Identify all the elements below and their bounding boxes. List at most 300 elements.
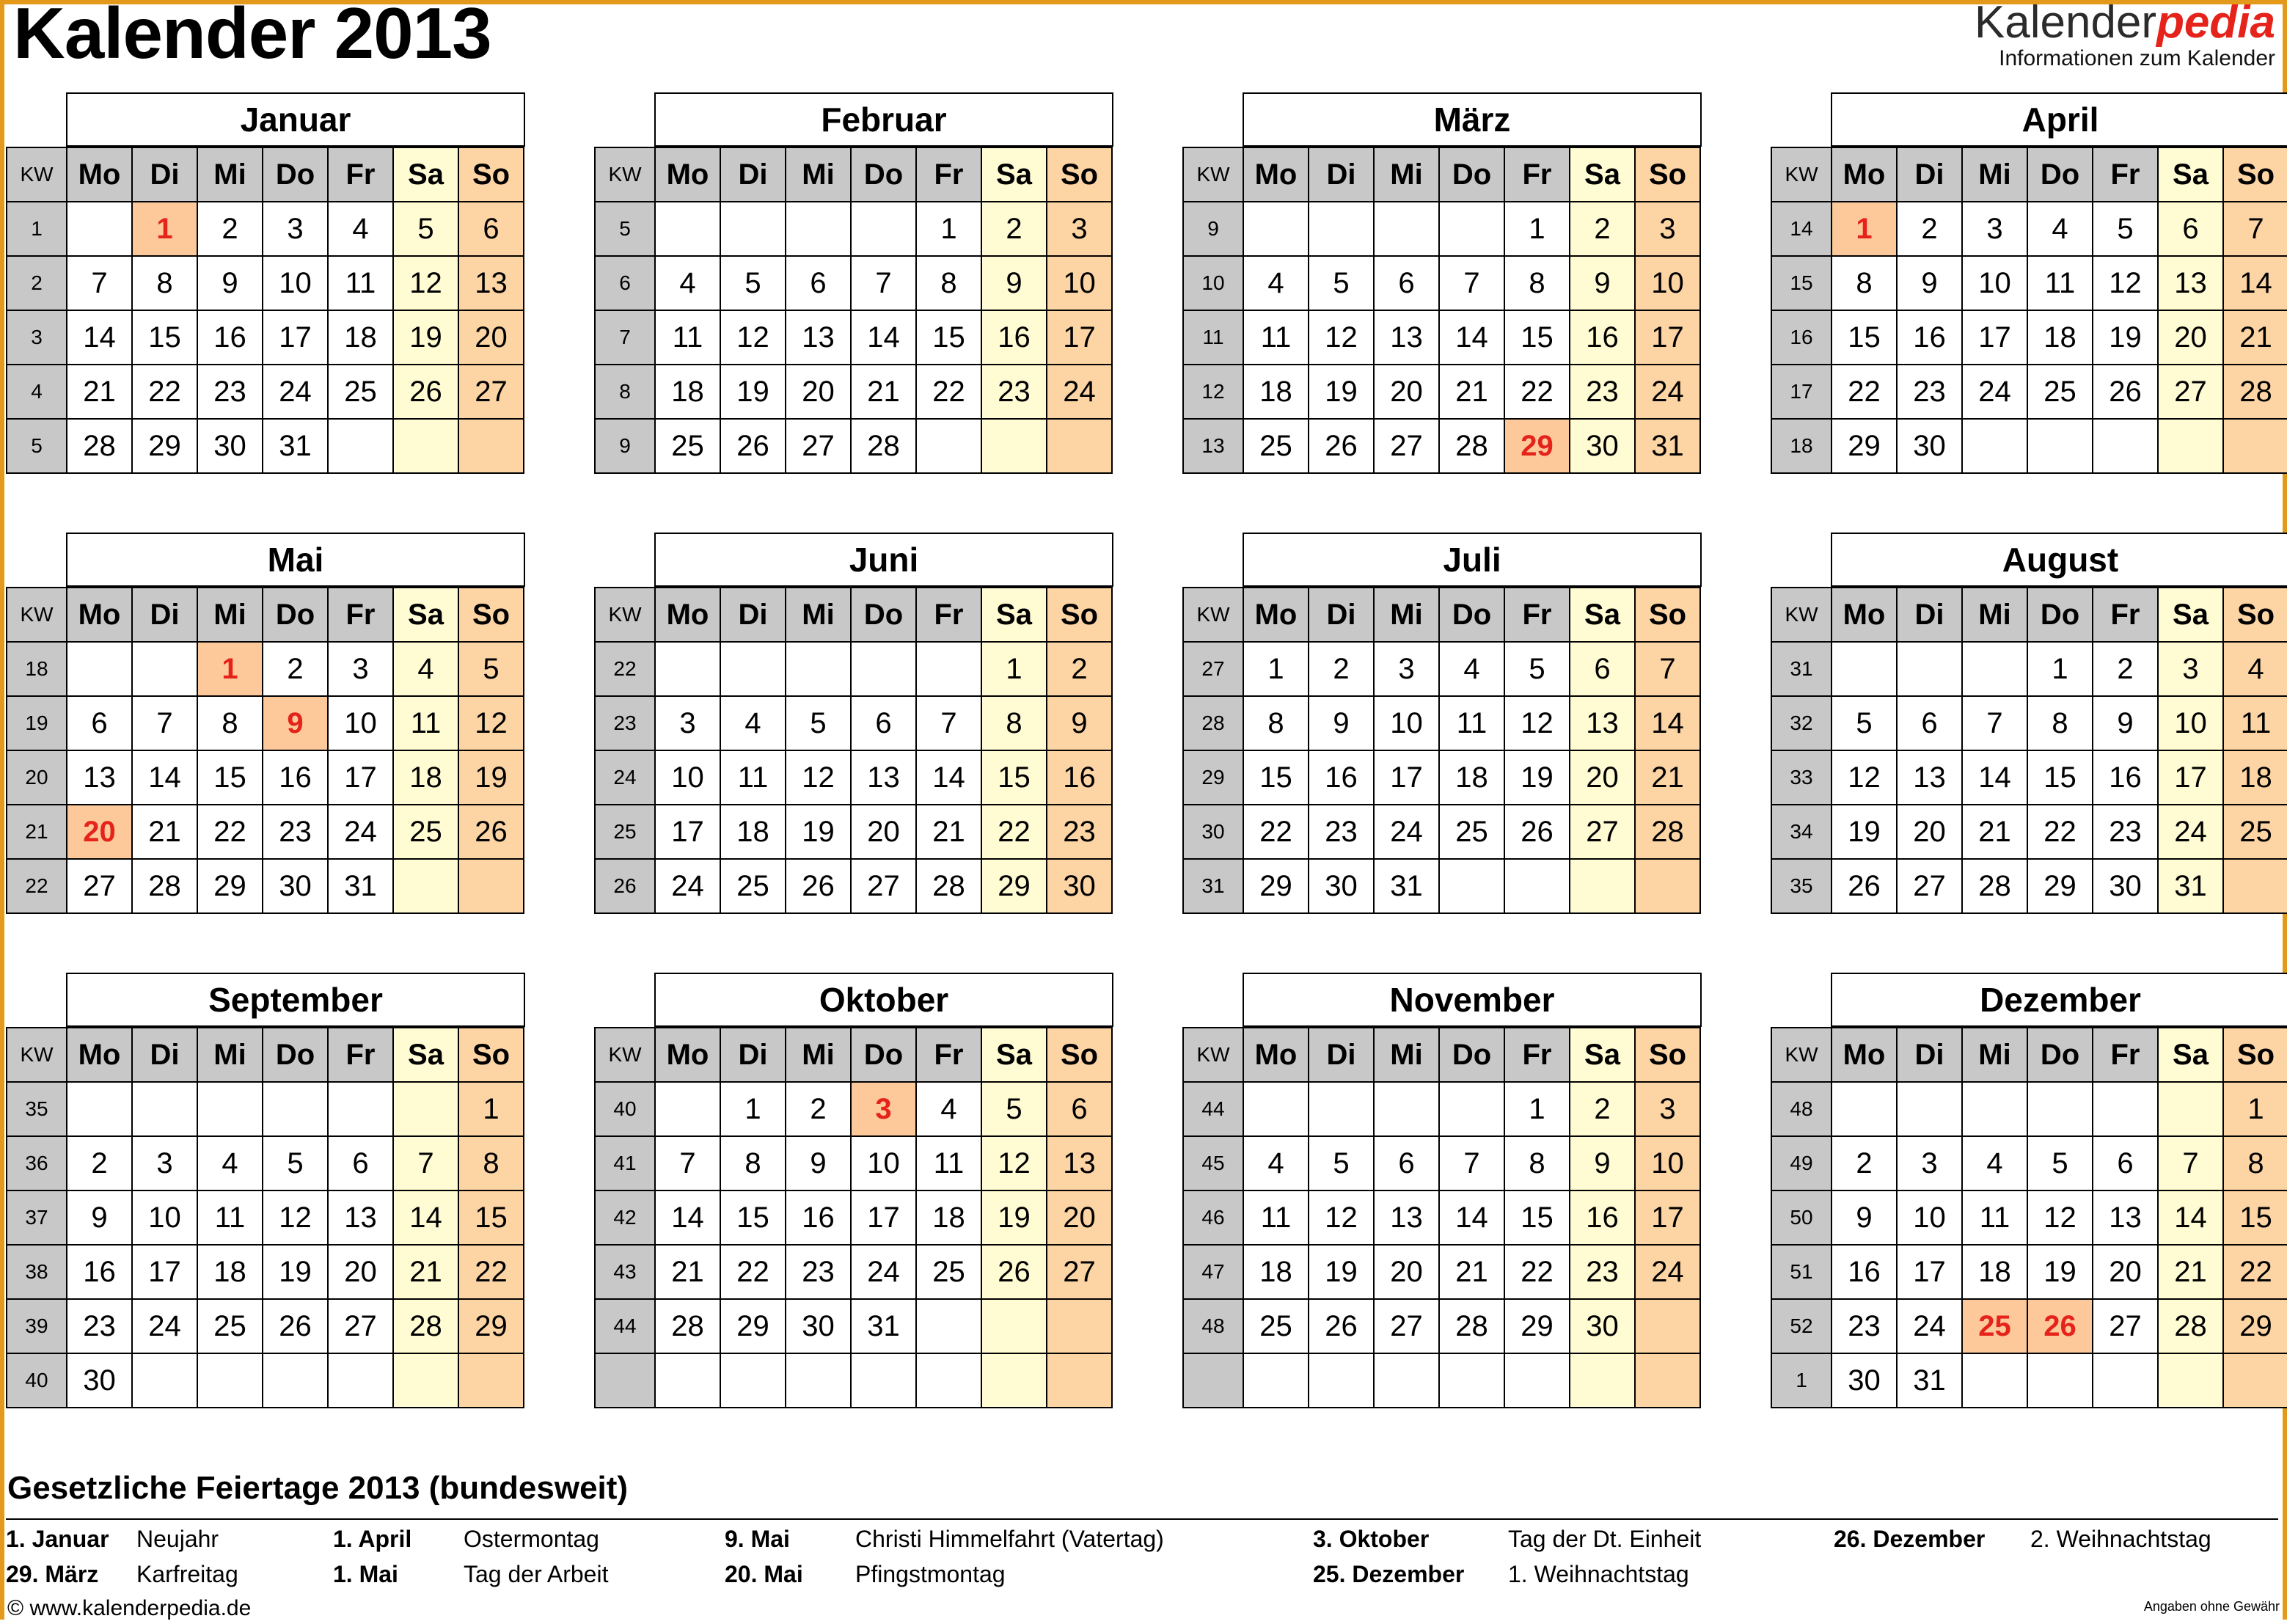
day-cell: 12 <box>1309 310 1374 365</box>
week-number: 49 <box>1771 1136 1832 1190</box>
weekday-header-row <box>1771 1028 2287 1082</box>
day-cell: 4 <box>197 1136 263 1190</box>
day-cell: 5 <box>1309 256 1374 310</box>
week-row <box>595 1299 1112 1353</box>
empty-cell <box>2158 419 2223 473</box>
day-cell: 30 <box>1570 419 1635 473</box>
day-cell: 13 <box>851 750 916 805</box>
day-cell: 10 <box>132 1190 197 1245</box>
day-cell: 8 <box>981 696 1047 750</box>
day-cell: 16 <box>263 750 328 805</box>
holiday-date: 25. Dezember <box>1313 1561 1465 1587</box>
holiday-date: 1. Mai <box>333 1561 398 1587</box>
empty-cell <box>1570 859 1635 913</box>
day-cell: 21 <box>2223 310 2287 365</box>
holiday-date: 9. Mai <box>725 1526 790 1552</box>
empty-cell <box>1439 1082 1504 1136</box>
empty-cell <box>851 202 916 256</box>
month-name: März <box>1243 92 1702 147</box>
day-cell: 5 <box>2027 1136 2093 1190</box>
weekday-header: Do <box>1439 1028 1504 1082</box>
weekday-header: So <box>2223 147 2287 202</box>
empty-cell <box>2223 1353 2287 1408</box>
day-cell: 23 <box>786 1245 851 1299</box>
month-name: Mai <box>66 533 525 587</box>
day-cell: 3 <box>1962 202 2027 256</box>
day-cell: 14 <box>1962 750 2027 805</box>
day-cell: 14 <box>1635 696 1700 750</box>
empty-cell <box>1635 1299 1700 1353</box>
week-row <box>1183 1082 1700 1136</box>
day-cell: 23 <box>1047 805 1112 859</box>
day-cell: 25 <box>1962 1299 2027 1353</box>
month-name: Juli <box>1243 533 1702 587</box>
weekday-header: Mo <box>1832 147 1897 202</box>
week-number: 10 <box>1183 256 1243 310</box>
day-cell: 10 <box>263 256 328 310</box>
day-cell: 9 <box>197 256 263 310</box>
empty-cell <box>1439 202 1504 256</box>
empty-cell <box>328 1082 393 1136</box>
day-cell: 15 <box>1504 1190 1570 1245</box>
day-cell: 1 <box>1243 642 1309 696</box>
weekday-header: Mo <box>1832 1028 1897 1082</box>
month-name: November <box>1243 973 1702 1027</box>
empty-cell <box>1504 859 1570 913</box>
day-cell: 10 <box>1897 1190 1962 1245</box>
day-cell: 23 <box>1309 805 1374 859</box>
day-cell: 15 <box>720 1190 786 1245</box>
weekday-header: Do <box>2027 1028 2093 1082</box>
week-number: 6 <box>595 256 655 310</box>
weekday-header: Sa <box>393 1028 458 1082</box>
week-number: 1 <box>1771 1353 1832 1408</box>
day-cell: 30 <box>197 419 263 473</box>
day-cell: 31 <box>1635 419 1700 473</box>
day-cell: 26 <box>1504 805 1570 859</box>
month-11 <box>1182 973 1705 1361</box>
week-number: 31 <box>1771 642 1832 696</box>
day-cell: 8 <box>1504 1136 1570 1190</box>
week-number: 51 <box>1771 1245 1832 1299</box>
weekday-header: Sa <box>981 147 1047 202</box>
week-row <box>595 1136 1112 1190</box>
day-cell: 5 <box>1504 642 1570 696</box>
empty-cell <box>916 642 981 696</box>
day-cell: 27 <box>458 365 524 419</box>
week-number: 31 <box>1183 859 1243 913</box>
day-cell: 7 <box>916 696 981 750</box>
day-cell: 17 <box>1962 310 2027 365</box>
day-cell: 23 <box>197 365 263 419</box>
weekday-header: So <box>1047 1028 1112 1082</box>
day-cell: 19 <box>981 1190 1047 1245</box>
day-cell: 28 <box>916 859 981 913</box>
day-cell: 31 <box>851 1299 916 1353</box>
day-cell: 28 <box>132 859 197 913</box>
week-row <box>7 805 524 859</box>
week-number: 52 <box>1771 1299 1832 1353</box>
weekday-header-row <box>7 1028 524 1082</box>
empty-cell <box>132 642 197 696</box>
week-number: 22 <box>595 642 655 696</box>
day-cell: 16 <box>67 1245 132 1299</box>
day-cell: 12 <box>1504 696 1570 750</box>
day-cell: 7 <box>1439 1136 1504 1190</box>
week-number: 48 <box>1771 1082 1832 1136</box>
day-cell: 31 <box>2158 859 2223 913</box>
day-cell: 1 <box>1504 1082 1570 1136</box>
empty-cell <box>1439 1353 1504 1408</box>
weekday-header: So <box>1047 588 1112 642</box>
day-cell: 29 <box>2027 859 2093 913</box>
day-cell: 26 <box>720 419 786 473</box>
weekday-header: Mo <box>1832 588 1897 642</box>
week-row <box>595 1245 1112 1299</box>
kw-header: KW <box>1183 147 1243 202</box>
empty-cell <box>851 642 916 696</box>
week-number: 44 <box>595 1299 655 1353</box>
day-cell: 25 <box>1243 1299 1309 1353</box>
day-cell: 8 <box>197 696 263 750</box>
empty-cell <box>720 642 786 696</box>
day-cell: 12 <box>263 1190 328 1245</box>
empty-cell <box>1243 1082 1309 1136</box>
weekday-header: Fr <box>1504 147 1570 202</box>
kw-header: KW <box>1183 588 1243 642</box>
day-cell: 13 <box>2093 1190 2158 1245</box>
weekday-header: So <box>1635 588 1700 642</box>
weekday-header: Sa <box>1570 1028 1635 1082</box>
day-cell: 22 <box>720 1245 786 1299</box>
day-cell: 12 <box>786 750 851 805</box>
day-cell: 20 <box>2158 310 2223 365</box>
month-2 <box>594 92 1116 481</box>
day-cell: 25 <box>197 1299 263 1353</box>
month-5 <box>6 533 528 921</box>
kw-header: KW <box>595 1028 655 1082</box>
day-cell: 11 <box>1962 1190 2027 1245</box>
week-number: 17 <box>1771 365 1832 419</box>
day-cell: 11 <box>1243 310 1309 365</box>
day-cell: 5 <box>1832 696 1897 750</box>
weekday-header: Mo <box>67 588 132 642</box>
day-cell: 14 <box>916 750 981 805</box>
day-cell: 16 <box>1570 310 1635 365</box>
week-number: 40 <box>7 1353 67 1408</box>
day-cell: 10 <box>328 696 393 750</box>
weekday-header: Mo <box>67 147 132 202</box>
day-cell: 18 <box>1962 1245 2027 1299</box>
month-1 <box>6 92 528 481</box>
day-cell: 7 <box>1962 696 2027 750</box>
empty-cell <box>1832 1082 1897 1136</box>
day-cell: 4 <box>655 256 720 310</box>
day-cell: 30 <box>2093 859 2158 913</box>
week-row <box>595 365 1112 419</box>
day-cell: 24 <box>1374 805 1439 859</box>
weekday-header: Mo <box>1243 588 1309 642</box>
day-cell: 14 <box>1439 310 1504 365</box>
weekday-header: Fr <box>916 1028 981 1082</box>
empty-cell <box>2027 419 2093 473</box>
kw-header: KW <box>7 1028 67 1082</box>
week-row <box>7 365 524 419</box>
day-cell: 16 <box>1047 750 1112 805</box>
day-cell: 15 <box>2027 750 2093 805</box>
empty-cell <box>981 1353 1047 1408</box>
day-cell: 9 <box>2093 696 2158 750</box>
day-cell: 24 <box>328 805 393 859</box>
kw-header: KW <box>1771 147 1832 202</box>
day-cell: 8 <box>1504 256 1570 310</box>
day-cell: 2 <box>981 202 1047 256</box>
day-cell: 8 <box>2027 696 2093 750</box>
day-cell: 14 <box>2158 1190 2223 1245</box>
empty-cell <box>1962 419 2027 473</box>
day-cell: 14 <box>67 310 132 365</box>
day-cell: 23 <box>1570 365 1635 419</box>
week-number: 33 <box>1771 750 1832 805</box>
day-cell: 28 <box>393 1299 458 1353</box>
day-cell: 30 <box>1309 859 1374 913</box>
day-cell: 10 <box>1047 256 1112 310</box>
day-cell: 27 <box>67 859 132 913</box>
week-number: 43 <box>595 1245 655 1299</box>
week-row <box>1771 1245 2287 1299</box>
day-cell: 22 <box>2027 805 2093 859</box>
week-row <box>7 310 524 365</box>
week-number: 37 <box>7 1190 67 1245</box>
day-cell: 24 <box>1635 365 1700 419</box>
footer-disclaimer: Angaben ohne Gewähr <box>2143 1599 2280 1614</box>
day-cell: 6 <box>328 1136 393 1190</box>
week-number: 21 <box>7 805 67 859</box>
day-cell: 30 <box>1570 1299 1635 1353</box>
month-table <box>1182 147 1701 474</box>
holiday-name: Christi Himmelfahrt (Vatertag) <box>855 1526 1164 1552</box>
day-cell: 21 <box>393 1245 458 1299</box>
empty-cell <box>2093 1082 2158 1136</box>
weekday-header: So <box>2223 1028 2287 1082</box>
day-cell: 23 <box>1832 1299 1897 1353</box>
day-cell: 2 <box>1570 1082 1635 1136</box>
week-row <box>7 1245 524 1299</box>
empty-cell <box>1309 202 1374 256</box>
day-cell: 23 <box>1570 1245 1635 1299</box>
day-cell: 4 <box>393 642 458 696</box>
day-cell: 30 <box>1047 859 1112 913</box>
day-cell: 13 <box>1897 750 1962 805</box>
week-row <box>595 1082 1112 1136</box>
empty-cell <box>67 202 132 256</box>
week-row <box>7 1190 524 1245</box>
day-cell: 15 <box>1504 310 1570 365</box>
day-cell: 25 <box>393 805 458 859</box>
weekday-header: Mi <box>1374 147 1439 202</box>
day-cell: 5 <box>263 1136 328 1190</box>
day-cell: 15 <box>981 750 1047 805</box>
empty-cell <box>2158 1353 2223 1408</box>
day-cell: 4 <box>916 1082 981 1136</box>
weekday-header: Sa <box>2158 588 2223 642</box>
week-row <box>1771 1353 2287 1408</box>
empty-cell <box>132 1082 197 1136</box>
day-cell: 14 <box>655 1190 720 1245</box>
day-cell: 19 <box>1309 1245 1374 1299</box>
day-cell: 27 <box>2093 1299 2158 1353</box>
day-cell: 4 <box>1439 642 1504 696</box>
empty-cell <box>1832 642 1897 696</box>
week-number: 11 <box>1183 310 1243 365</box>
day-cell: 26 <box>263 1299 328 1353</box>
week-number: 20 <box>7 750 67 805</box>
week-number: 24 <box>595 750 655 805</box>
day-cell: 12 <box>393 256 458 310</box>
day-cell: 27 <box>786 419 851 473</box>
day-cell: 30 <box>67 1353 132 1408</box>
weekday-header: Do <box>2027 588 2093 642</box>
weekday-header: Do <box>263 588 328 642</box>
logo-brand <box>1974 0 2275 48</box>
day-cell: 21 <box>1439 1245 1504 1299</box>
holiday-date: 20. Mai <box>725 1561 803 1587</box>
day-cell: 22 <box>458 1245 524 1299</box>
weekday-header: Sa <box>1570 588 1635 642</box>
day-cell: 9 <box>1309 696 1374 750</box>
empty-cell <box>132 1353 197 1408</box>
weekday-header: Fr <box>328 1028 393 1082</box>
week-number: 9 <box>1183 202 1243 256</box>
empty-cell <box>655 1353 720 1408</box>
weekday-header: Fr <box>328 147 393 202</box>
holiday-name: Tag der Dt. Einheit <box>1508 1526 1702 1552</box>
week-row <box>1183 696 1700 750</box>
day-cell: 18 <box>1439 750 1504 805</box>
day-cell: 23 <box>67 1299 132 1353</box>
weekday-header: Do <box>1439 147 1504 202</box>
week-row <box>595 256 1112 310</box>
week-number: 13 <box>1183 419 1243 473</box>
day-cell: 17 <box>1374 750 1439 805</box>
day-cell: 1 <box>720 1082 786 1136</box>
day-cell: 20 <box>1047 1190 1112 1245</box>
week-row <box>595 1190 1112 1245</box>
empty-cell <box>1243 1353 1309 1408</box>
day-cell: 7 <box>1439 256 1504 310</box>
day-cell: 13 <box>1374 310 1439 365</box>
day-cell: 16 <box>1309 750 1374 805</box>
day-cell: 29 <box>1504 1299 1570 1353</box>
empty-cell <box>393 1353 458 1408</box>
day-cell: 30 <box>263 859 328 913</box>
empty-cell <box>393 1082 458 1136</box>
holiday-name: Neujahr <box>136 1526 219 1552</box>
day-cell: 15 <box>197 750 263 805</box>
week-row <box>1771 642 2287 696</box>
weekday-header: Fr <box>2093 147 2158 202</box>
day-cell: 11 <box>393 696 458 750</box>
empty-cell <box>786 642 851 696</box>
empty-cell <box>328 1353 393 1408</box>
day-cell: 15 <box>916 310 981 365</box>
week-row <box>7 1299 524 1353</box>
month-table <box>1771 1027 2287 1408</box>
day-cell: 15 <box>2223 1190 2287 1245</box>
day-cell: 24 <box>1047 365 1112 419</box>
day-cell: 30 <box>1897 419 1962 473</box>
weekday-header: Sa <box>2158 1028 2223 1082</box>
empty-cell <box>916 419 981 473</box>
day-cell: 18 <box>2027 310 2093 365</box>
day-cell: 18 <box>1243 365 1309 419</box>
day-cell: 22 <box>981 805 1047 859</box>
day-cell: 26 <box>1309 1299 1374 1353</box>
week-number: 12 <box>1183 365 1243 419</box>
day-cell: 28 <box>1439 419 1504 473</box>
day-cell: 1 <box>197 642 263 696</box>
day-cell: 21 <box>67 365 132 419</box>
day-cell: 21 <box>1962 805 2027 859</box>
day-cell: 2 <box>786 1082 851 1136</box>
day-cell: 14 <box>132 750 197 805</box>
weekday-header: So <box>1635 1028 1700 1082</box>
day-cell: 6 <box>1374 256 1439 310</box>
day-cell: 9 <box>1570 256 1635 310</box>
day-cell: 31 <box>328 859 393 913</box>
day-cell: 2 <box>1309 642 1374 696</box>
day-cell: 5 <box>981 1082 1047 1136</box>
day-cell: 28 <box>2223 365 2287 419</box>
empty-cell <box>720 1353 786 1408</box>
day-cell: 26 <box>981 1245 1047 1299</box>
month-table <box>6 147 524 474</box>
day-cell: 7 <box>67 256 132 310</box>
week-row <box>1771 859 2287 913</box>
week-number: 8 <box>595 365 655 419</box>
day-cell: 3 <box>1897 1136 1962 1190</box>
week-number: 38 <box>7 1245 67 1299</box>
day-cell: 12 <box>2093 256 2158 310</box>
day-cell: 15 <box>1243 750 1309 805</box>
weekday-header: Mo <box>67 1028 132 1082</box>
weekday-header: Di <box>1309 588 1374 642</box>
day-cell: 2 <box>1047 642 1112 696</box>
day-cell: 11 <box>1439 696 1504 750</box>
logo-tagline: Informationen zum Kalender <box>1999 46 2275 70</box>
day-cell: 31 <box>1897 1353 1962 1408</box>
week-row <box>595 310 1112 365</box>
day-cell: 11 <box>197 1190 263 1245</box>
day-cell: 18 <box>720 805 786 859</box>
week-number: 16 <box>1771 310 1832 365</box>
week-row <box>7 419 524 473</box>
empty-cell <box>2223 859 2287 913</box>
day-cell: 18 <box>2223 750 2287 805</box>
week-number: 32 <box>1771 696 1832 750</box>
day-cell: 1 <box>2223 1082 2287 1136</box>
day-cell: 17 <box>851 1190 916 1245</box>
day-cell: 14 <box>393 1190 458 1245</box>
month-name: Oktober <box>654 973 1113 1027</box>
empty-cell <box>458 1353 524 1408</box>
day-cell: 26 <box>2093 365 2158 419</box>
day-cell: 27 <box>1374 419 1439 473</box>
week-number: 36 <box>7 1136 67 1190</box>
empty-cell <box>1962 642 2027 696</box>
day-cell: 25 <box>1243 419 1309 473</box>
day-cell: 22 <box>916 365 981 419</box>
